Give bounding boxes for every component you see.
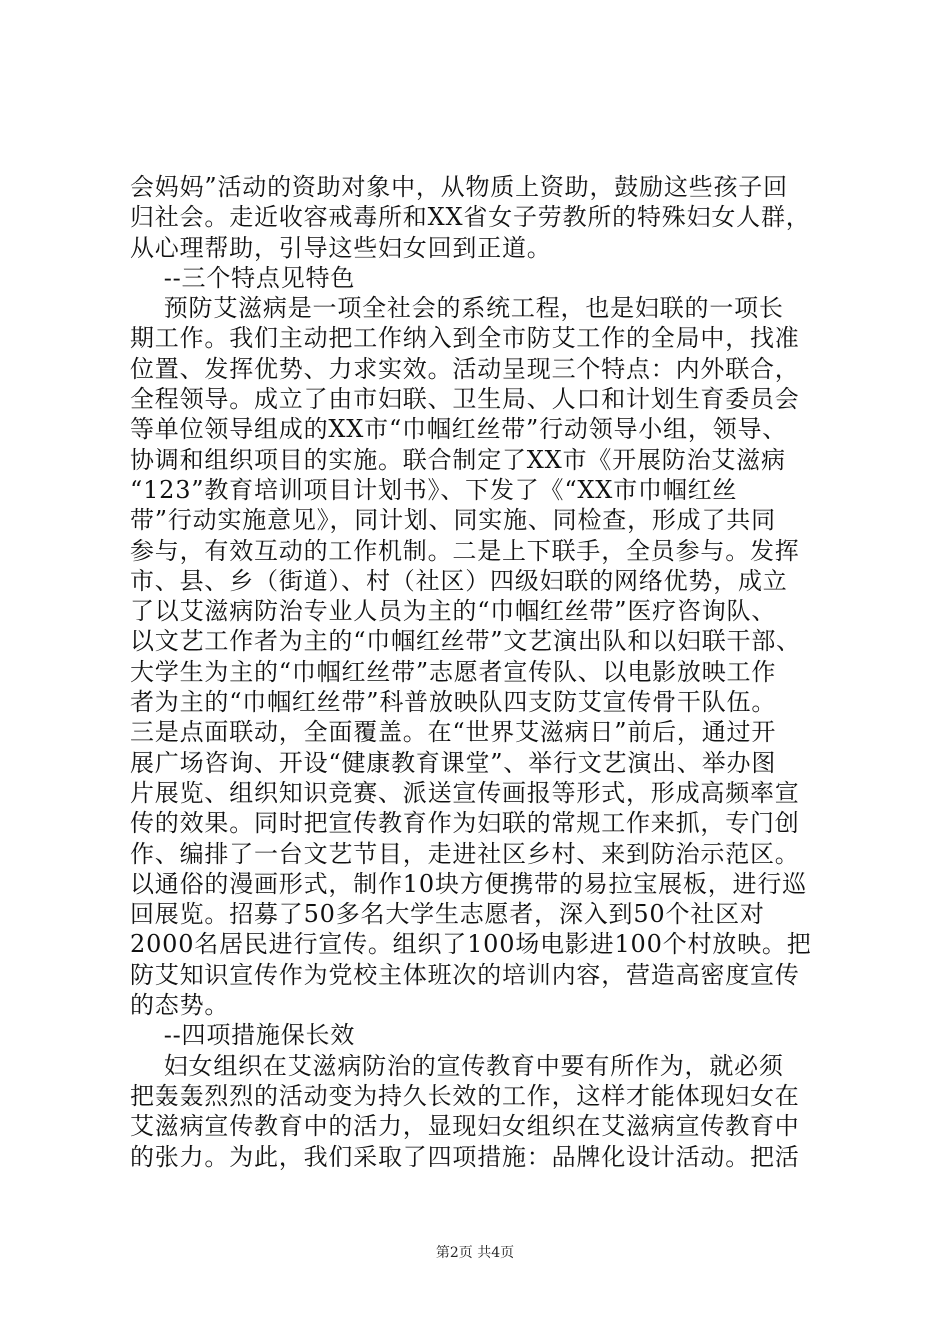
- text-line: 片展览、组织知识竞赛、派送宣传画报等形式，形成高频率宣: [130, 778, 800, 807]
- section-heading: --四项措施保长效: [130, 1021, 356, 1050]
- text-line: 等单位领导组成的XX市“巾帼红丝带”行动领导小组，领导、: [130, 415, 788, 444]
- document-body: [130, 172, 830, 1172]
- text-line: 把轰轰烈烈的活动变为持久长效的工作，这样才能体现妇女在: [130, 1081, 800, 1110]
- text-line: 的态势。: [130, 991, 230, 1020]
- text-line: 艾滋病宣传教育中的活力，显现妇女组织在艾滋病宣传教育中: [130, 1112, 800, 1141]
- text-line: “123”教育培训项目计划书》、下发了《“XX市巾帼红丝: [130, 475, 738, 504]
- text-line: 大学生为主的“巾帼红丝带”志愿者宣传队、以电影放映工作: [130, 657, 777, 686]
- text-line: 带”行动实施意见》，同计划、同实施、同检查，形成了共同: [130, 506, 776, 535]
- text-line: 2000名居民进行宣传。组织了100场电影进100个村放映。把: [130, 930, 812, 959]
- paragraph-first-line: 预防艾滋病是一项全社会的系统工程，也是妇联的一项长: [130, 294, 784, 323]
- paragraph-first-line: 妇女组织在艾滋病防治的宣传教育中要有所作为，就必须: [130, 1051, 784, 1080]
- text-line: 归社会。走近收容戒毒所和XX省女子劳教所的特殊妇女人群，: [130, 203, 811, 232]
- text-line: 会妈妈”活动的资助对象中，从物质上资助，鼓励这些孩子回: [130, 173, 788, 201]
- text-line: 三是点面联动，全面覆盖。在“世界艾滋病日”前后，通过开: [130, 718, 777, 747]
- text-line: 展广场咨询、开设“健康教育课堂”、举行文艺演出、举办图: [130, 748, 777, 777]
- text-line: 协调和组织项目的实施。联合制定了XX市《开展防治艾滋病: [130, 445, 786, 474]
- text-line: 者为主的“巾帼红丝带”科普放映队四支防艾宣传骨干队伍。: [130, 688, 777, 717]
- text-line: 参与，有效互动的工作机制。二是上下联手，全员参与。发挥: [130, 536, 800, 565]
- text-line: 作、编排了一台文艺节目，走进社区乡村、来到防治示范区。: [130, 839, 800, 868]
- text-line: 市、县、乡（街道）、村（社区）四级妇联的网络优势，成立: [130, 566, 788, 595]
- page-number: 第2页 共4页: [435, 1245, 515, 1261]
- text-line: 回展览。招募了50多名大学生志愿者，深入到50个社区对: [130, 900, 765, 929]
- text-line: 以通俗的漫画形式，制作10块方便携带的易拉宝展板，进行巡: [130, 869, 807, 898]
- text-line: 位置、发挥优势、力求实效。活动呈现三个特点：内外联合，: [130, 354, 800, 383]
- section-heading: --三个特点见特色: [130, 263, 356, 292]
- text-line: 期工作。我们主动把工作纳入到全市防艾工作的全局中，找准: [130, 324, 800, 353]
- text-line: 的张力。为此，我们采取了四项措施：品牌化设计活动。把活: [130, 1142, 800, 1171]
- text-line: 从心理帮助，引导这些妇女回到正道。: [130, 233, 552, 262]
- text-line: 了以艾滋病防治专业人员为主的“巾帼红丝带”医疗咨询队、: [130, 597, 777, 626]
- text-line: 防艾知识宣传作为党校主体班次的培训内容，营造高密度宣传: [130, 960, 800, 989]
- text-line: 传的效果。同时把宣传教育作为妇联的常规工作来抓，专门创: [130, 809, 800, 838]
- text-line: 以文艺工作者为主的“巾帼红丝带”文艺演出队和以妇联干部、: [130, 627, 801, 656]
- page-footer: [0, 1244, 950, 1262]
- text-line: 全程领导。成立了由市妇联、卫生局、人口和计划生育委员会: [130, 385, 800, 414]
